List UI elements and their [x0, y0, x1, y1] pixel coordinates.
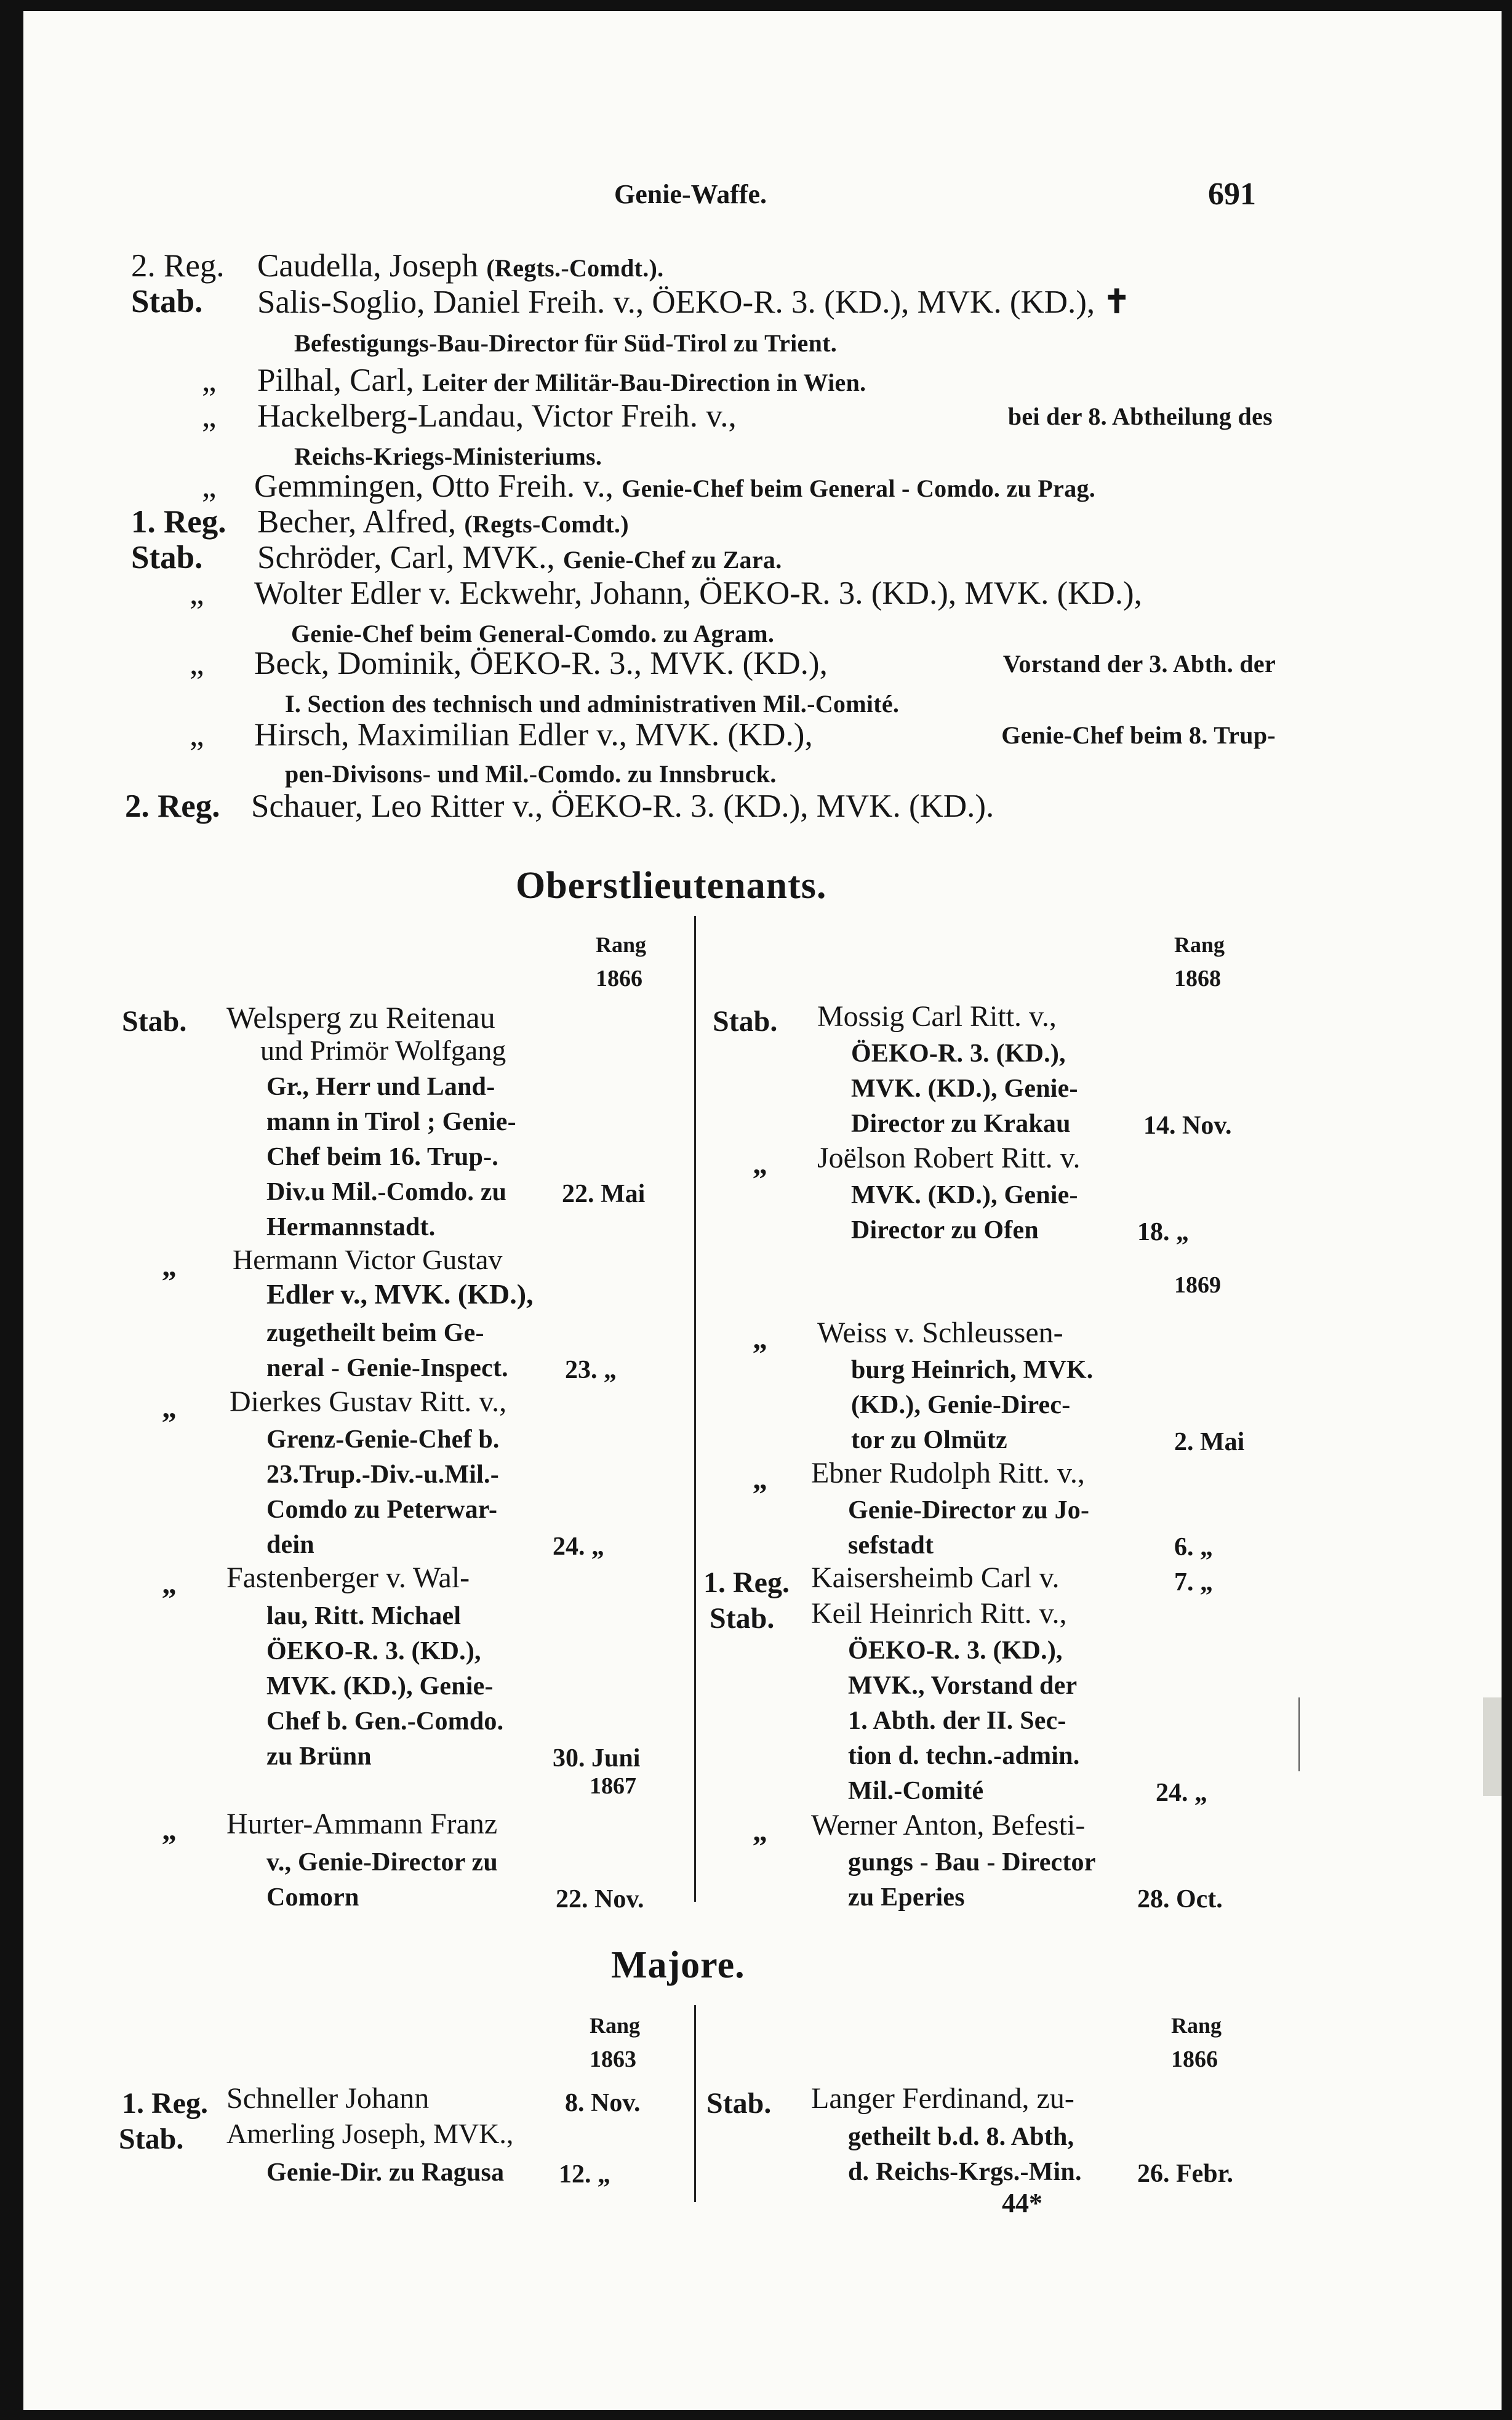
entry-detail: (Regts-Comdt.)	[464, 510, 629, 538]
entry-line: Chef b. Gen.-Comdo.	[266, 1707, 504, 1736]
entry-line: lau, Ritt. Michael	[266, 1602, 462, 1630]
year-left: 1866	[596, 966, 642, 992]
year-right: 1866	[1171, 2046, 1218, 2072]
entry-continuation: I. Section des technisch und administrativen Mil.-Comité.	[285, 690, 900, 718]
entry-continuation: Genie-Chef beim General-Comdo. zu Agram.	[291, 620, 775, 647]
entry-line: Director zu Krakau	[851, 1110, 1071, 1138]
entry-continuation: Reichs-Kriegs-Ministeriums.	[294, 443, 602, 470]
entry-date: 23. „	[565, 1356, 617, 1384]
entry-date: 26. Febr.	[1137, 2160, 1233, 2188]
entry-name: Schröder, Carl, MVK.,	[257, 540, 555, 575]
entry-line: 23.Trup.-Div.-u.Mil.-	[266, 1460, 499, 1489]
entry-label: Stab.	[706, 2087, 772, 2120]
entry-line: ÖEKO-R. 3. (KD.),	[266, 1637, 481, 1665]
year-right-2: 1869	[1174, 1272, 1221, 1298]
entry-date: 2. Mai	[1174, 1428, 1245, 1456]
entry-label: „	[162, 1250, 177, 1283]
entry-date: 14. Nov.	[1143, 1112, 1232, 1140]
page-number: 691	[1208, 177, 1256, 212]
entry-date: 22. Nov.	[556, 1885, 644, 1913]
entry-label: 2. Reg.	[131, 248, 225, 284]
section-title-oberstlieutenants: Oberstlieutenants.	[516, 865, 827, 907]
entry-line: Director zu Ofen	[851, 1216, 1039, 1244]
entry-label: „	[162, 1814, 177, 1846]
entry-label: Stab.	[119, 2123, 184, 2155]
entry-line: MVK. (KD.), Genie-	[266, 1672, 494, 1701]
entry-name: Gemmingen, Otto Freih. v.,	[254, 468, 614, 504]
entry-date: 6. „	[1174, 1533, 1213, 1561]
entry-detail: Vorstand der 3. Abth. der	[1002, 650, 1276, 678]
entry-line: Langer Ferdinand, zu-	[811, 2082, 1074, 2115]
year-left: 1863	[590, 2046, 636, 2072]
entry-name: Salis-Soglio, Daniel Freih. v., ÖEKO-R. 3.	[257, 284, 816, 320]
entry-detail: bei der 8. Abtheilung des	[1007, 403, 1273, 430]
entry-detail: (KD.), MVK. (KD.),	[824, 284, 1095, 320]
running-header: Genie-Waffe.	[614, 179, 767, 209]
entry-line: Ebner Rudolph Ritt. v.,	[811, 1457, 1085, 1489]
entry-label: „	[202, 363, 217, 398]
entry-line: Keil Heinrich Ritt. v.,	[811, 1597, 1067, 1630]
rang-label-left: Rang	[596, 932, 647, 957]
entry-line: MVK., Vorstand der	[848, 1672, 1078, 1700]
rang-label-left: Rang	[590, 2013, 641, 2038]
entry-label: 2. Reg.	[125, 788, 220, 824]
entry-line: Werner Anton, Befesti-	[811, 1809, 1086, 1841]
entry-line: Joëlson Robert Ritt. v.	[817, 1142, 1081, 1174]
entry-line: ÖEKO-R. 3. (KD.),	[848, 1637, 1063, 1665]
entry-line: 1. Abth. der II. Sec-	[848, 1707, 1066, 1735]
entry-name: Beck, Dominik, ÖEKO-R. 3., MVK. (KD.),	[254, 646, 828, 681]
entry-line: d. Reichs-Krgs.-Min.	[848, 2158, 1082, 2186]
document-page	[23, 11, 1502, 2410]
entry-line: sefstadt	[848, 1531, 934, 1560]
entry-line: gungs - Bau - Director	[848, 1848, 1096, 1877]
entry-label: „	[202, 398, 217, 434]
column-divider	[694, 916, 696, 1902]
entry-line: v., Genie-Director zu	[266, 1848, 498, 1877]
entry-label: „	[190, 717, 204, 753]
entry-line: Kaisersheimb Carl v.	[811, 1561, 1060, 1594]
cross-icon: ✝	[1103, 284, 1130, 320]
entry-label: Stab.	[131, 540, 203, 575]
entry-line: burg Heinrich, MVK.	[851, 1356, 1094, 1384]
entry-line: Div.u Mil.-Comdo. zu	[266, 1178, 507, 1206]
entry-line: Edler v., MVK. (KD.),	[266, 1278, 534, 1310]
entry-line: zu Brünn	[266, 1742, 372, 1771]
entry-date: 8. Nov.	[565, 2089, 641, 2117]
entry-detail: (Regts.-Comdt.).	[486, 254, 664, 282]
entry-line: tor zu Olmütz	[851, 1426, 1007, 1454]
entry-label: „	[162, 1392, 177, 1424]
year-left-2: 1867	[590, 1773, 636, 1799]
entry-date: 28. Oct.	[1137, 1885, 1223, 1913]
entry-date: 22. Mai	[562, 1180, 646, 1208]
entry-detail: Genie-Chef zu Zara.	[562, 546, 782, 574]
entry-date: 18. „	[1137, 1218, 1189, 1246]
entry-line: Hurter-Ammann Franz	[226, 1808, 498, 1840]
entry-date: 24. „	[1156, 1779, 1207, 1807]
entry-line: Genie-Director zu Jo-	[848, 1496, 1090, 1525]
entry-line: Amerling Joseph, MVK.,	[226, 2118, 514, 2149]
entry-line: Mossig Carl Ritt. v.,	[817, 1000, 1057, 1033]
entry-line: Hermann Victor Gustav	[233, 1244, 503, 1275]
entry-date: 12. „	[559, 2160, 610, 2189]
entry-date: 24. „	[553, 1533, 604, 1561]
section-title-majore: Majore.	[611, 1944, 745, 1986]
entry-line: Welsperg zu Reitenau	[226, 1000, 495, 1035]
column-divider	[694, 2005, 696, 2202]
signature-mark: 44*	[1002, 2188, 1042, 2218]
entry-detail: Genie-Chef beim 8. Trup-	[1001, 721, 1276, 749]
entry-line: Fastenberger v. Wal-	[226, 1561, 470, 1594]
entry-label: 1. Reg.	[122, 2087, 208, 2120]
entry-label: „	[202, 468, 217, 504]
entry-line: und Primör Wolfgang	[260, 1035, 506, 1066]
entry-label: „	[753, 1148, 767, 1180]
entry-line: Grenz-Genie-Chef b.	[266, 1425, 500, 1454]
entry-label: „	[190, 575, 204, 611]
entry-line: tion d. techn.-admin.	[848, 1742, 1080, 1770]
entry-line: ÖEKO-R. 3. (KD.),	[851, 1040, 1066, 1068]
entry-line: MVK. (KD.), Genie-	[851, 1075, 1078, 1103]
entry-name: Hackelberg-Landau, Victor Freih. v.,	[257, 398, 737, 434]
entry-continuation: Befestigungs-Bau-Director für Süd-Tirol zu Trient.	[294, 329, 838, 357]
entry-detail: Leiter der Militär-Bau-Direction in Wien.	[422, 369, 866, 396]
entry-label: Stab.	[710, 1602, 775, 1635]
entry-line: Genie-Dir. zu Ragusa	[266, 2158, 505, 2187]
entry-line: Weiss v. Schleussen-	[817, 1316, 1063, 1349]
entry-line: Comdo zu Peterwar-	[266, 1496, 498, 1524]
entry-line: zu Eperies	[848, 1883, 965, 1912]
entry-line: dein	[266, 1531, 314, 1559]
entry-line: neral - Genie-Inspect.	[266, 1354, 508, 1382]
entry-name: Pilhal, Carl,	[257, 363, 414, 398]
rang-label-right: Rang	[1174, 932, 1225, 957]
entry-line: Mil.-Comité	[848, 1777, 984, 1805]
entry-line: MVK. (KD.), Genie-	[851, 1181, 1078, 1209]
entry-label: „	[753, 1323, 767, 1355]
entry-label: Stab.	[122, 1005, 187, 1038]
entry-label: Stab.	[713, 1005, 778, 1038]
entry-label: 1. Reg.	[131, 504, 226, 540]
entry-line: Hermannstadt.	[266, 1213, 436, 1241]
entry-line: mann in Tirol ; Genie-	[266, 1108, 516, 1136]
entry-line: Gr., Herr und Land-	[266, 1073, 495, 1101]
entry-line: Chef beim 16. Trup-.	[266, 1143, 498, 1171]
entry-line: Schneller Johann	[226, 2082, 430, 2115]
entry-date: 7. „	[1174, 1568, 1213, 1597]
entry-label: „	[190, 646, 204, 681]
entry-name: Wolter Edler v. Eckwehr, Johann, ÖEKO-R. 3. (KD.), MVK. (KD.),	[254, 575, 1142, 611]
entry-line: getheilt b.d. 8. Abth,	[848, 2123, 1074, 2151]
year-right: 1868	[1174, 966, 1221, 992]
entry-continuation: pen-Divisons- und Mil.-Comdo. zu Innsbruck.	[285, 760, 777, 788]
entry-line: (KD.), Genie-Direc-	[851, 1391, 1071, 1419]
entry-line: Comorn	[266, 1883, 359, 1912]
entry-label: „	[753, 1815, 767, 1848]
entry-label: „	[753, 1463, 767, 1496]
entry-detail: Genie-Chef beim General - Comdo. zu Prag.	[622, 475, 1096, 502]
entry-line: zugetheilt beim Ge-	[266, 1319, 484, 1347]
page-edge-shadow	[1483, 1697, 1502, 1796]
entry-name: Becher, Alfred,	[257, 504, 457, 540]
rang-label-right: Rang	[1171, 2013, 1222, 2038]
entry-name: Schauer, Leo Ritter v., ÖEKO-R. 3. (KD.), MVK. (KD.).	[251, 788, 994, 824]
entry-label: „	[162, 1568, 177, 1600]
entry-label: 1. Reg.	[703, 1566, 790, 1599]
scan-artifact-line	[1298, 1697, 1300, 1771]
entry-line: Dierkes Gustav Ritt. v.,	[230, 1385, 507, 1418]
entry-name: Hirsch, Maximilian Edler v., MVK. (KD.),	[254, 717, 813, 753]
entry-name: Caudella, Joseph	[257, 248, 479, 284]
entry-date: 30. Juni	[553, 1744, 641, 1773]
entry-label: Stab.	[131, 284, 203, 319]
